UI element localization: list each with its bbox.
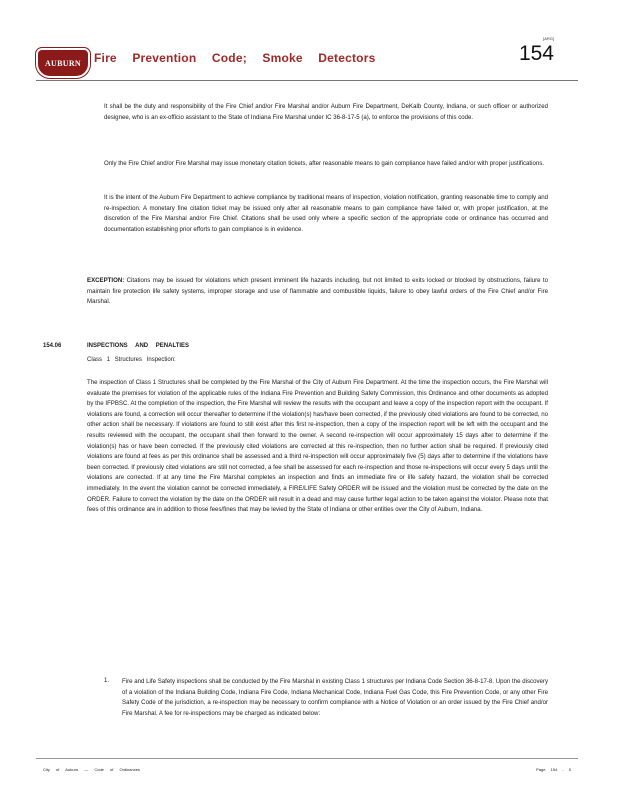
footer-left: City of Auburn — Code of Ordinances [43, 767, 140, 772]
section-heading: INSPECTIONS AND PENALTIES [87, 343, 190, 349]
header-divider [36, 80, 578, 81]
footer-right: Page 154 - 5 [536, 767, 571, 772]
exception-text: Citations may be issued for violations which present imminent life hazards including, but not limited to exits locked or blocked by obstructions, failure to maintain fire protection life safety systems, improper storage and use of flammable and combustible liquids, failure to obey lawful orders of the Fire Chief and/or Fire Marshal. [87, 277, 548, 306]
auburn-logo [36, 48, 90, 78]
footer-divider [36, 758, 578, 759]
list-item-number: 1. [104, 677, 110, 684]
paragraph-intent: It is the intent of the Auburn Fire Department to achieve compliance by traditional means of inspection, violation notification, granting reasonable time to comply and re-inspection. A monetary fine citation ticket may be issued only after all reasonable means to gain compliance have failed or, with proper justification, at the discretion of the Fire Marshal and/or Fire Chief. Citations shall be used only where a specific section of the appropriate code or ordinance has occurred and documentation establishing prior efforts to gain compliance is in evidence. [104, 194, 548, 233]
page-marker: [ARG] [543, 36, 554, 41]
page-title: Fire Prevention Code; Smoke Detectors [94, 51, 376, 65]
section-subheading: Class 1 Structures Inspection: [87, 357, 176, 363]
paragraph-duty: It shall be the duty and responsibility of the Fire Chief and/or Fire Marshal and/or Auburn Fire Department, DeKalb County, Indiana, or such officer or authorized designee, who is an ex-officio assistant to the State of Indiana Fire Marshal under IC 36-8-17-5 (a), to enforce the provisions of this code. [104, 103, 548, 121]
paragraph-exception [87, 276, 548, 308]
page-number: 154 [518, 42, 554, 65]
list-item: Fire and Life Safety inspections shall be conducted by the Fire Marshal in existing Class 1 structures per Indiana Code Section 36-8-17-8. Upon the discovery of a violation of the Indiana Building Code, Indiana Fire Code, Indiana Mechanical Code, Indiana Fuel Gas Code, this Fire Prevention Code, or any other Fire Safety Code of the jurisdiction, a re-inspection may be necessary to confirm compliance with a Notice of Violation or an order issued by the Fire Chief and/or Fire Marshal. A fee for re-inspections may be charged as indicated below: [122, 678, 548, 717]
paragraph-citations: Only the Fire Chief and/or Fire Marshal may issue monetary citation tickets, after reasonable means to gain compliance have failed and/or with proper justifications. [104, 160, 544, 167]
logo-text: AUBURN [44, 58, 82, 68]
exception-label: EXCEPTION: [87, 277, 125, 284]
section-number: 154.06 [43, 343, 62, 349]
paragraph-inspection: The inspection of Class 1 Structures shall be completed by the Fire Marshal of the City of Auburn Fire Department. At the time the inspection occurs, the Fire Marshal will evaluate the premises for violation of the applicable rules of the Indiana Fire Prevention and Building Safety Commission, this Ordinance and other documents as adopted by the IFPBSC. At the completion of the inspection, the Fire Marshal will review the results with the occupant and leave a copy of the inspection report with the occupant. If violations are found, a correction will occur thereafter to determine if the violation(s) has/have been corrected, if the previously cited violations are found to be corrected, no other action shall be necessary. If violations are found to still exist after this first re-inspection, then a copy of the inspection report will be left with the occupant and the results reviewed with the occupant, the occupant shall then forward to the owner. A second re-inspection will occur approximately 15 days after to determine if the violation(s) has or have been corrected. If the previously cited violations are corrected at this re-inspection, then no further action shall be required. If previously cited violations are found at fees as per this ordinance shall be assessed and a third re-inspection will occur approximately five (5) days after to determine if the violations have been corrected. If previously cited violations are still not corrected, a fee shall be assessed for each re-inspection and those re-inspections will occur every 5 days until the violations are corrected. If at any time the Fire Marshal completes an inspection and finds an immediate fire or life safety hazard, the violation shall be corrected immediately. In the event the violation cannot be corrected immediately, a FIRE/LIFE Safety ORDER will be issued and the violation must be corrected by the date on the ORDER. Failure to correct the violation by the date on the ORDER will result in a dead and may cause further legal action to be taken against the violator. Please note that fees of this ordinance are in addition to those fees/fines that may be levied by the State of Indiana or other entities over the City of Auburn, Indiana. [87, 379, 548, 514]
